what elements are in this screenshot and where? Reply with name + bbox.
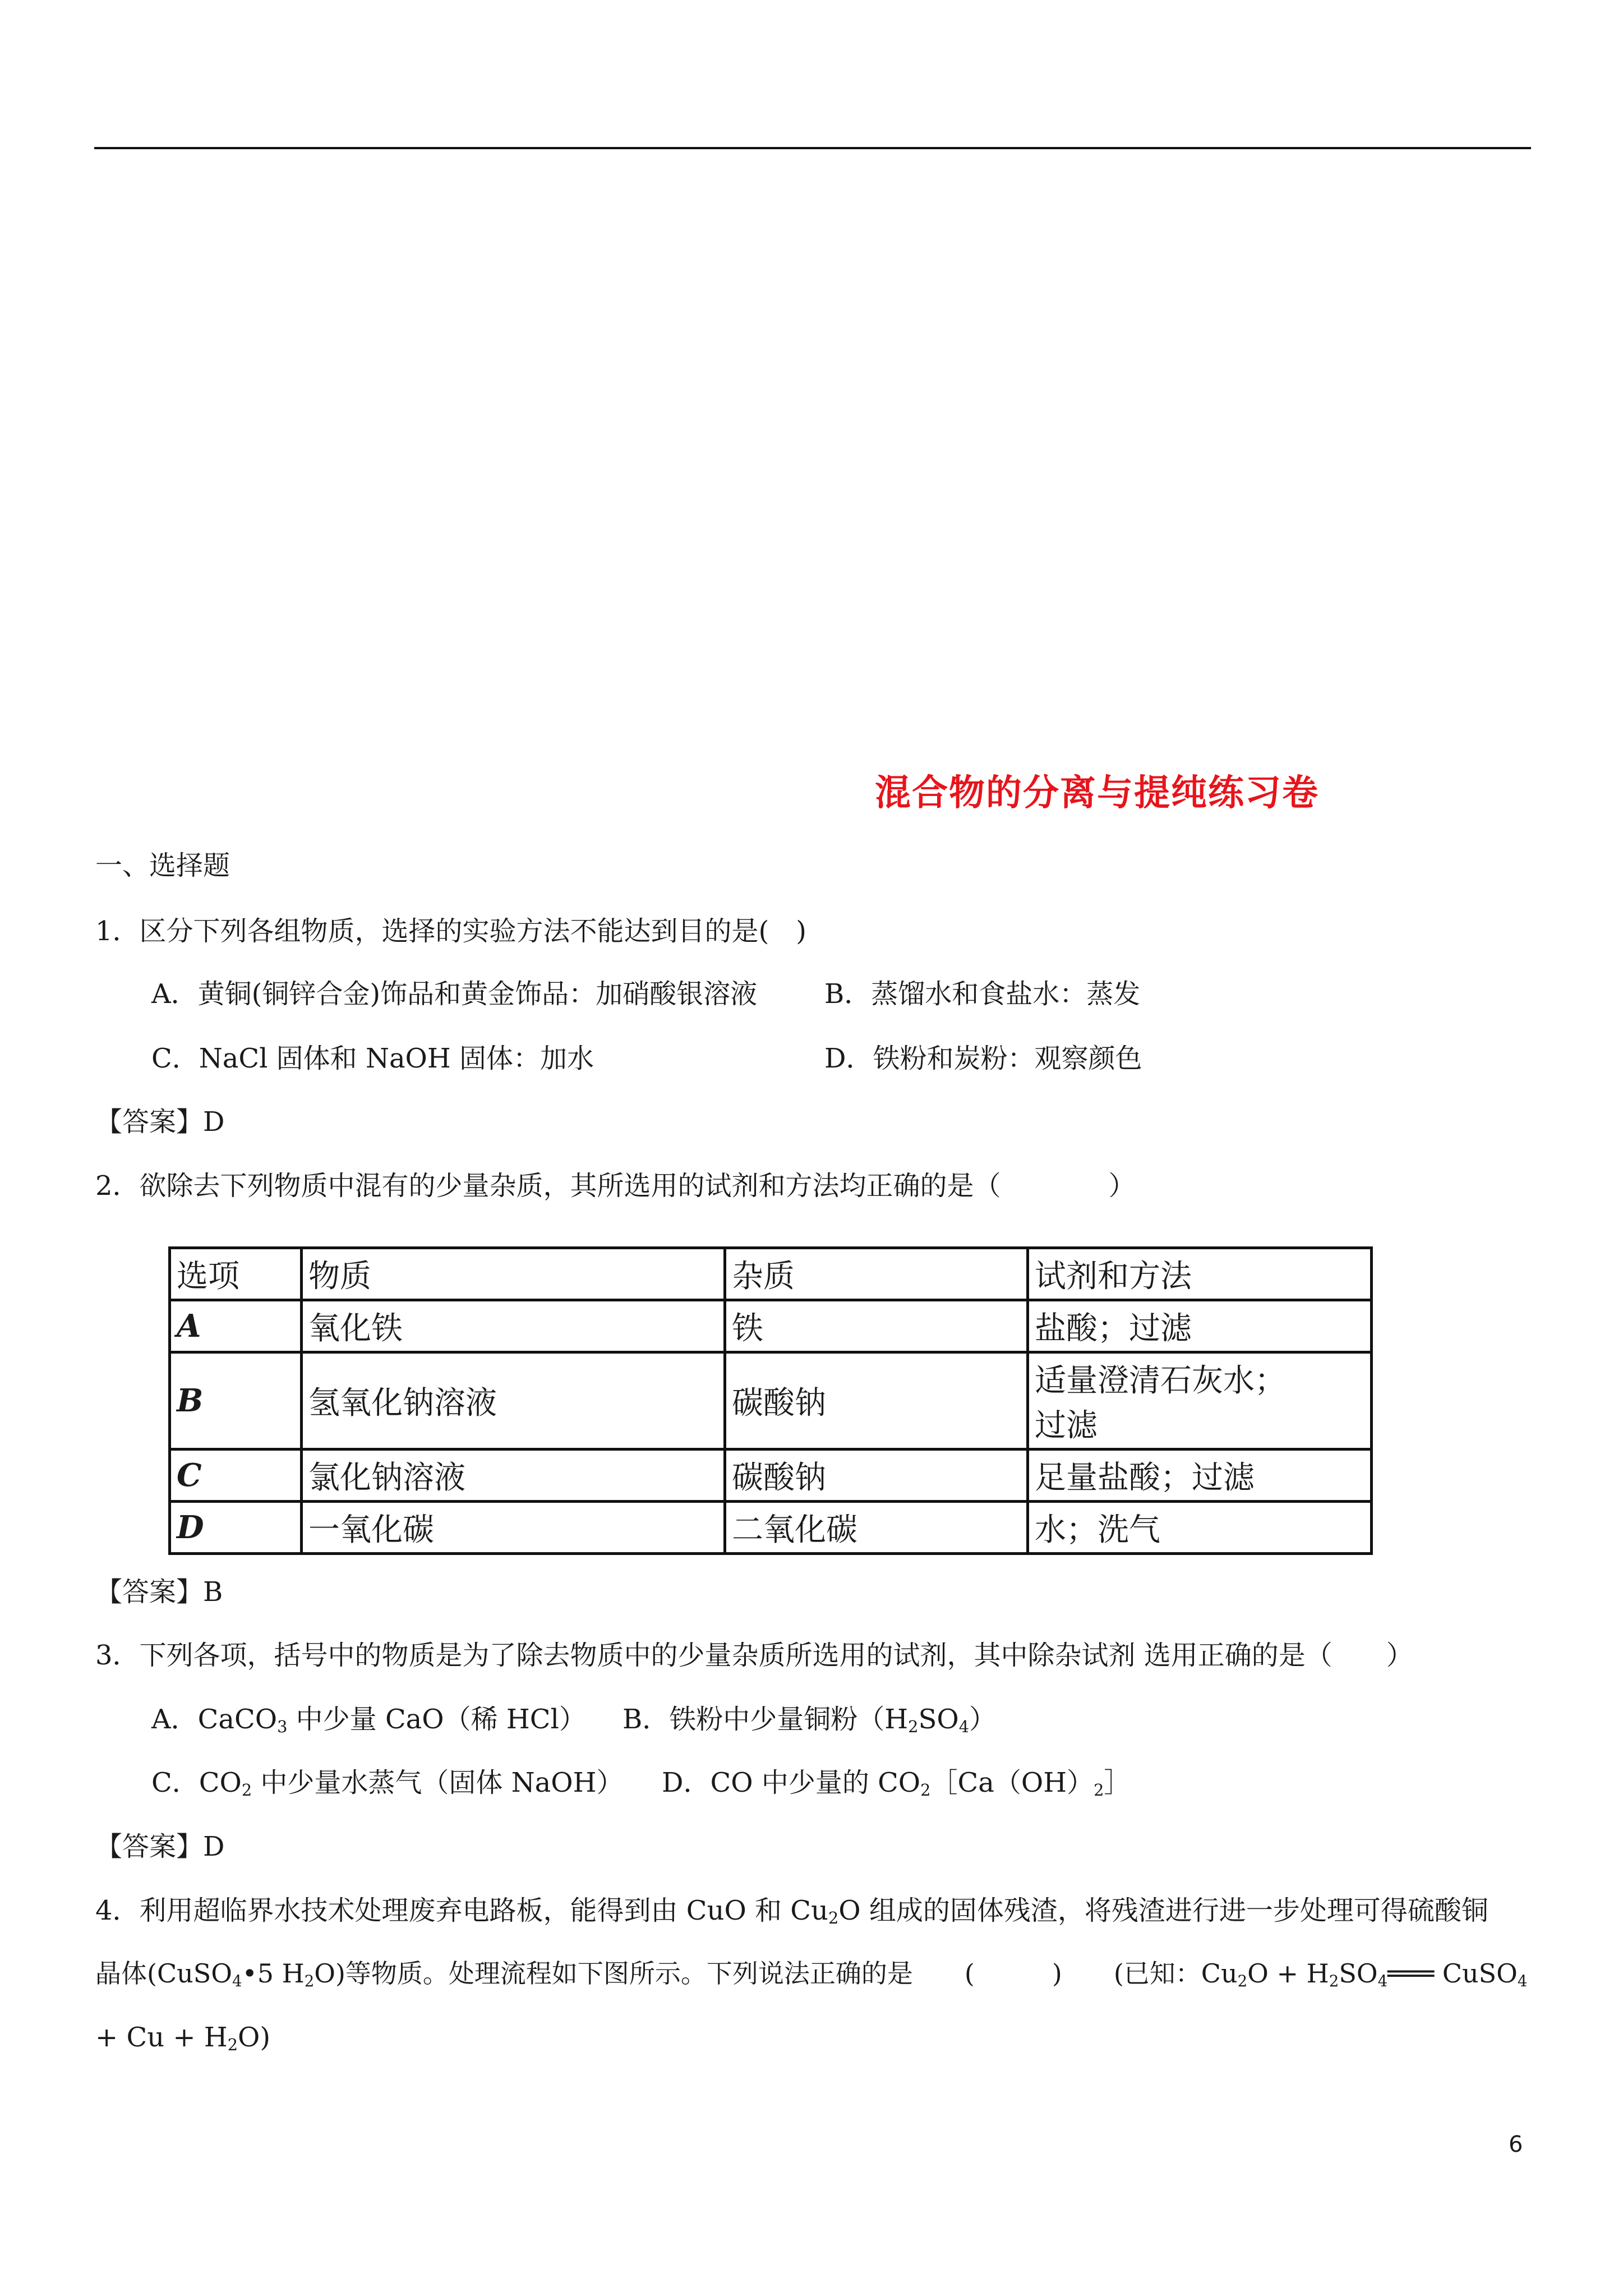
- header-rule: [94, 147, 1531, 149]
- q3-option-a: A．CaCO$_3$ 中少量 CaO（稀 HCl）: [151, 1704, 586, 1737]
- table-cell-impurity: 碳酸钠: [725, 1352, 1028, 1450]
- q4-stem-line2: 晶体(CuSO$_4$•5 $H_2O$)等物质。处理流程如下图所示。下列说法正确的是 ( ) (已知：$Cu_2O$ + $H_2SO_4═══$ CuSO$_4$: [95, 1958, 1528, 1990]
- page-title: 混合物的分离与提纯练习卷: [875, 772, 1319, 814]
- table-cell-method-line1: 适量澄清石灰水；: [1035, 1363, 1286, 1399]
- q1-option-d: D．铁粉和炭粉：观察颜色: [824, 1043, 1142, 1074]
- table-cell-option: C: [170, 1450, 302, 1502]
- table-row: [170, 1352, 1372, 1450]
- table-cell-option: A: [170, 1300, 302, 1352]
- q3-stem: 3．下列各项，括号中的物质是为了除去物质中的少量杂质所选用的试剂，其中除杂试剂 选用正确的是（ ）: [95, 1640, 1413, 1671]
- table-row: [170, 1300, 1372, 1352]
- q3-option-d: D．CO 中少量的 $CO_2[Ca(OH)_2]$: [662, 1767, 1131, 1800]
- section-heading: 一、选择题: [95, 850, 230, 881]
- table-cell-option: B: [170, 1352, 302, 1450]
- table-row: [170, 1450, 1372, 1502]
- q1-stem: 1．区分下列各组物质，选择的实验方法不能达到目的是( ): [95, 915, 806, 947]
- table-cell-method: 足量盐酸；过滤: [1028, 1450, 1372, 1502]
- q4-stem-line3: + $Cu + H_2O$): [95, 2022, 271, 2055]
- q1-option-a: A．黄铜(铜锌合金)饰品和黄金饰品：加硝酸银溶液: [151, 978, 758, 1010]
- table-cell-impurity: 铁: [725, 1300, 1028, 1352]
- table-row: [170, 1502, 1372, 1554]
- q3-answer: 【答案】D: [95, 1831, 225, 1862]
- table-cell-method: [1028, 1352, 1372, 1450]
- table-header-cell: 物质: [302, 1248, 725, 1300]
- q4-stem-line1: 4．利用超临界水技术处理废弃电路板，能得到由 CuO 和 $Cu_2O$ 组成的固体残渣，将残渣进行进一步处理可得硫酸铜: [95, 1895, 1488, 1928]
- table-cell-impurity: 二氧化碳: [725, 1502, 1028, 1554]
- table-header-row: [170, 1248, 1372, 1300]
- table-header-cell: 选项: [170, 1248, 302, 1300]
- options-table: [168, 1246, 1373, 1555]
- table-cell-substance: 一氧化碳: [302, 1502, 725, 1554]
- table-cell-substance: 氧化铁: [302, 1300, 725, 1352]
- table-cell-method-line2: 过滤: [1035, 1407, 1098, 1444]
- q2-answer: 【答案】B: [95, 1576, 223, 1608]
- q1-answer: 【答案】D: [95, 1106, 225, 1138]
- table-cell-impurity: 碳酸钠: [725, 1450, 1028, 1502]
- page-number: 6: [1509, 2132, 1523, 2157]
- table-cell-substance: 氢氧化钠溶液: [302, 1352, 725, 1450]
- q2-stem: 2．欲除去下列物质中混有的少量杂质，其所选用的试剂和方法均正确的是（ ）: [95, 1170, 1136, 1202]
- q1-option-b: B．蒸馏水和食盐水：蒸发: [824, 978, 1141, 1010]
- table-cell-method: 盐酸；过滤: [1028, 1300, 1372, 1352]
- table-header-cell: 试剂和方法: [1028, 1248, 1372, 1300]
- q3-option-b: B．铁粉中少量铜粉$(H_2SO_4)$: [623, 1704, 997, 1737]
- table-cell-option: D: [170, 1502, 302, 1554]
- table-cell-method: 水；洗气: [1028, 1502, 1372, 1554]
- q3-option-c: C．$CO_2$ 中少量水蒸气（固体 NaOH）: [151, 1767, 624, 1800]
- table-header-cell: 杂质: [725, 1248, 1028, 1300]
- q1-option-c: C．NaCl 固体和 NaOH 固体：加水: [151, 1043, 594, 1074]
- table-cell-substance: 氯化钠溶液: [302, 1450, 725, 1502]
